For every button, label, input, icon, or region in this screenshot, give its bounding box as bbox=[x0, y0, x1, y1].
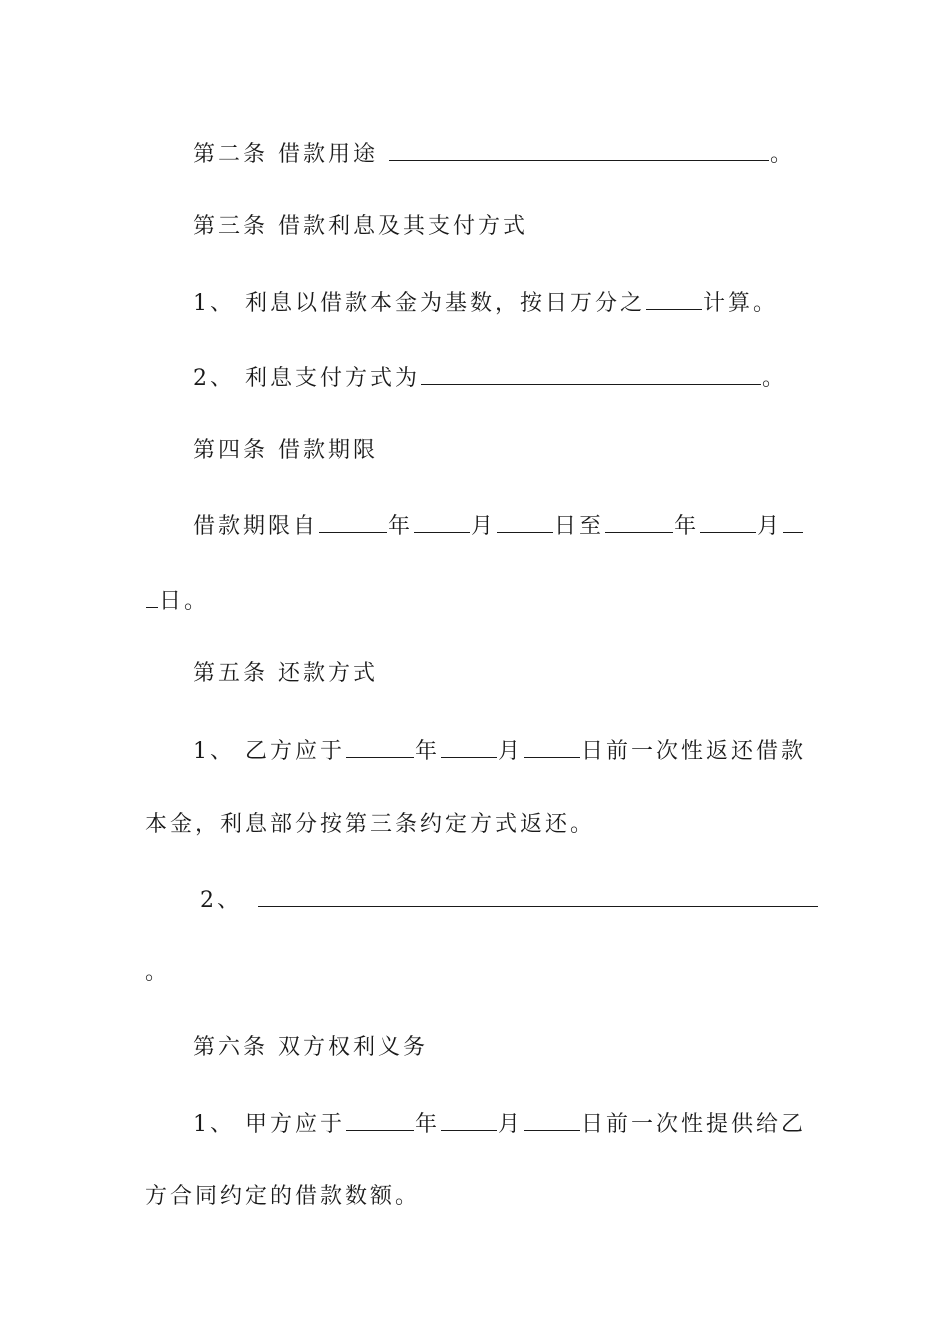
item-3-2-end: 。 bbox=[762, 366, 788, 391]
period-pre: 借款期限自 bbox=[193, 514, 319, 539]
article-5-heading: 第五条 还款方式 bbox=[193, 661, 378, 686]
start-day-blank bbox=[497, 510, 553, 533]
item-6-1 bbox=[193, 1108, 806, 1140]
period-year-2: 年 bbox=[674, 514, 700, 539]
end-day-blank-b bbox=[146, 585, 158, 608]
provide-month-blank bbox=[441, 1108, 497, 1131]
repay-month-blank bbox=[441, 735, 497, 758]
article-6-heading: 第六条 双方权利义务 bbox=[193, 1035, 428, 1060]
item-3-1-num: 1、 bbox=[193, 291, 245, 316]
item-6-1-pre: 甲方应于 bbox=[245, 1112, 346, 1137]
repay-day-blank bbox=[524, 735, 580, 758]
item-3-2-num: 2、 bbox=[193, 366, 245, 391]
item-6-1-month: 月 bbox=[498, 1112, 524, 1137]
item-3-1-post: 计算。 bbox=[703, 291, 779, 316]
article-4-heading: 第四条 借款期限 bbox=[193, 438, 378, 463]
item-5-2-num: 2、 bbox=[200, 888, 242, 913]
item-5-2-blank bbox=[258, 884, 818, 907]
item-5-1-year: 年 bbox=[415, 739, 441, 764]
item-5-1-num: 1、 bbox=[193, 739, 245, 764]
repay-year-blank bbox=[346, 735, 414, 758]
end-year-blank bbox=[605, 510, 673, 533]
period-day-1: 日至 bbox=[554, 514, 605, 539]
purpose-blank bbox=[389, 138, 769, 161]
item-6-1-year: 年 bbox=[415, 1112, 441, 1137]
item-5-1-month: 月 bbox=[498, 739, 524, 764]
article-2-label: 第二条 借款用途 bbox=[193, 142, 388, 167]
period-month-1: 月 bbox=[471, 514, 497, 539]
item-5-2-end: 。 bbox=[145, 960, 171, 985]
item-6-1-cont: 方合同约定的借款数额。 bbox=[145, 1184, 421, 1209]
provide-year-blank bbox=[346, 1108, 414, 1131]
period-line-cont bbox=[145, 585, 209, 617]
period-month-2: 月 bbox=[757, 514, 783, 539]
period-day-2: 日。 bbox=[159, 589, 210, 614]
rate-blank bbox=[646, 287, 702, 310]
item-3-2 bbox=[193, 362, 787, 394]
provide-day-blank bbox=[524, 1108, 580, 1131]
item-3-1-pre: 利息以借款本金为基数，按日万分之 bbox=[245, 291, 646, 316]
period-year-1: 年 bbox=[388, 514, 414, 539]
article-2 bbox=[193, 138, 795, 170]
item-3-1 bbox=[193, 287, 778, 319]
end-day-blank-a bbox=[783, 510, 803, 533]
item-5-1 bbox=[193, 735, 806, 767]
item-5-1-post: 日前一次性返还借款 bbox=[581, 739, 807, 764]
item-5-1-pre: 乙方应于 bbox=[245, 739, 346, 764]
item-3-2-pre: 利息支付方式为 bbox=[245, 366, 421, 391]
period-line bbox=[193, 510, 804, 542]
start-month-blank bbox=[414, 510, 470, 533]
item-6-1-num: 1、 bbox=[193, 1112, 245, 1137]
end-month-blank bbox=[700, 510, 756, 533]
item-5-2 bbox=[200, 884, 819, 916]
item-6-1-post: 日前一次性提供给乙 bbox=[581, 1112, 807, 1137]
article-2-end: 。 bbox=[770, 142, 796, 167]
payment-method-blank bbox=[421, 362, 761, 385]
start-year-blank bbox=[319, 510, 387, 533]
item-5-1-cont: 本金，利息部分按第三条约定方式返还。 bbox=[145, 812, 596, 837]
article-3-heading: 第三条 借款利息及其支付方式 bbox=[193, 214, 528, 239]
